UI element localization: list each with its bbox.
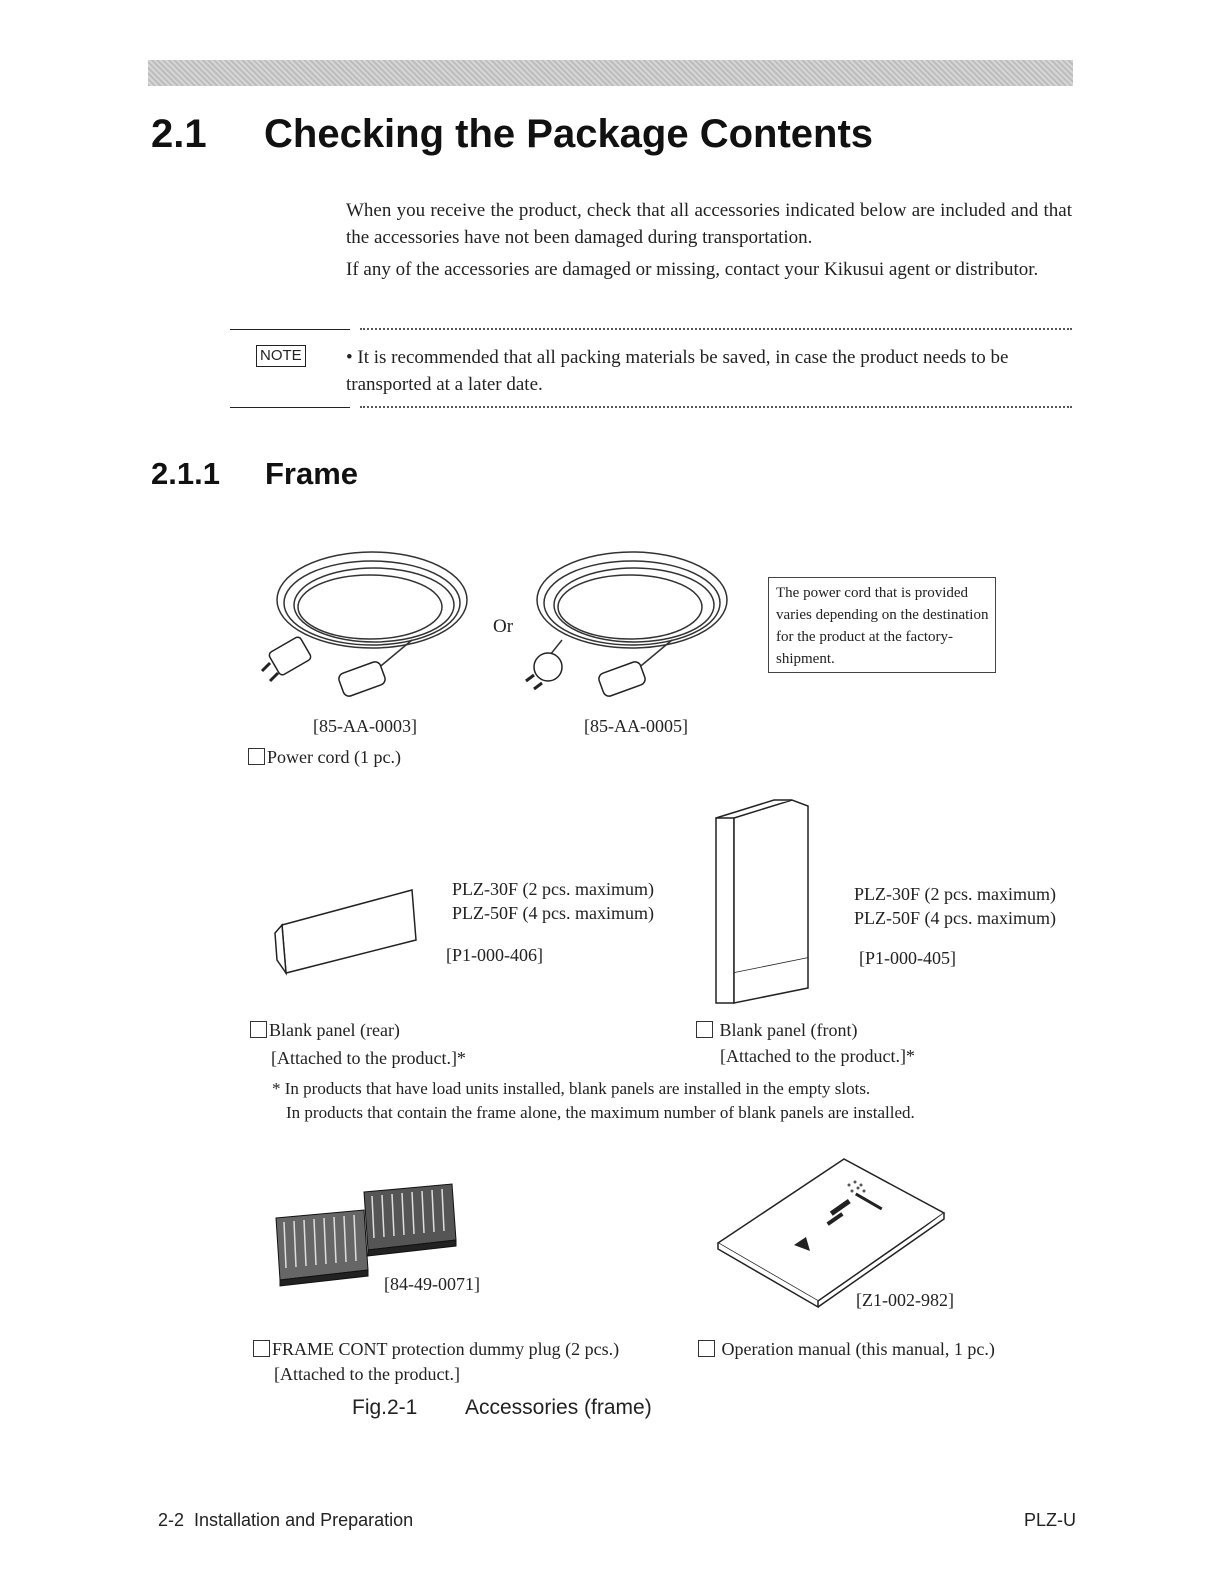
manual-label: Operation manual (this manual, 1 pc.) — [721, 1339, 995, 1359]
blank-panel-front-illustration — [712, 798, 812, 1008]
power-cord-eu-illustration — [522, 545, 742, 705]
intro-paragraph-2: If any of the accessories are damaged or missing, contact your Kikusui agent or distributor. — [346, 259, 1039, 280]
power-cord-part-2: [85-AA-0005] — [584, 716, 688, 736]
blank-rear-label: Blank panel (rear) — [269, 1020, 400, 1040]
blank-rear-qty-1: PLZ-30F (2 pcs. maximum) — [452, 879, 654, 899]
dummy-plug-item — [253, 1337, 619, 1361]
footnote-line-2: In products that contain the frame alone, the maximum number of blank panels are installed. — [286, 1103, 915, 1122]
or-label: Or — [493, 616, 514, 637]
note-rule-top-solid — [230, 329, 350, 330]
figure-number: Fig.2-1 — [352, 1396, 418, 1419]
note-badge: NOTE — [256, 345, 306, 367]
checkbox-icon — [250, 1021, 267, 1038]
power-cord-callout: The power cord that is provided varies depending on the destination for the product at the factory-shipment. — [768, 577, 996, 673]
blank-front-label: Blank panel (front) — [719, 1020, 858, 1040]
blank-rear-attached: [Attached to the product.]* — [271, 1048, 466, 1068]
power-cord-item — [248, 745, 401, 769]
note-text: • It is recommended that all packing materials be saved, in case the product needs to be transported at a later date. — [346, 347, 1009, 395]
power-cord-part-1: [85-AA-0003] — [313, 716, 417, 736]
checkbox-icon — [696, 1021, 713, 1038]
dummy-plug-attached: [Attached to the product.] — [274, 1364, 460, 1384]
checkbox-icon — [248, 748, 265, 765]
intro-paragraph-1: When you receive the product, check that all accessories indicated below are included and that the accessories have not been damaged during transportation. — [346, 200, 1072, 248]
note-rule-top-dotted — [360, 328, 1072, 330]
blank-front-attached: [Attached to the product.]* — [720, 1046, 915, 1066]
footer-right: PLZ-U — [1024, 1510, 1077, 1530]
checkbox-icon — [698, 1340, 715, 1357]
figure-title: Accessories (frame) — [465, 1396, 652, 1419]
subsection-number: 2.1.1 — [151, 456, 220, 491]
blank-panel-rear-illustration — [270, 885, 430, 980]
dummy-plug-part: [84-49-0071] — [384, 1274, 480, 1294]
footer-left: 2-2 Installation and Preparation — [158, 1510, 414, 1530]
power-cord-label: Power cord (1 pc.) — [267, 747, 401, 767]
note-rule-bottom-solid — [230, 407, 350, 408]
header-bar — [148, 60, 1073, 86]
power-cord-us-illustration — [262, 545, 482, 705]
blank-rear-qty-2: PLZ-50F (4 pcs. maximum) — [452, 903, 654, 923]
blank-front-part: [P1-000-405] — [859, 948, 956, 968]
section-number: 2.1 — [151, 112, 207, 156]
dummy-plug-label: FRAME CONT protection dummy plug (2 pcs.) — [272, 1339, 620, 1359]
manual-item — [698, 1337, 995, 1361]
blank-front-item — [696, 1018, 857, 1042]
blank-rear-part: [P1-000-406] — [446, 945, 543, 965]
section-title: Checking the Package Contents — [264, 112, 874, 156]
blank-rear-item — [250, 1018, 400, 1042]
blank-front-qty-1: PLZ-30F (2 pcs. maximum) — [854, 884, 1056, 904]
note-rule-bottom-dotted — [360, 406, 1072, 408]
blank-front-qty-2: PLZ-50F (4 pcs. maximum) — [854, 908, 1056, 928]
subsection-title: Frame — [265, 456, 359, 491]
footnote-line-1: * In products that have load units installed, blank panels are installed in the empty slots. — [272, 1079, 871, 1098]
manual-part: [Z1-002-982] — [856, 1290, 954, 1310]
checkbox-icon — [253, 1340, 270, 1357]
